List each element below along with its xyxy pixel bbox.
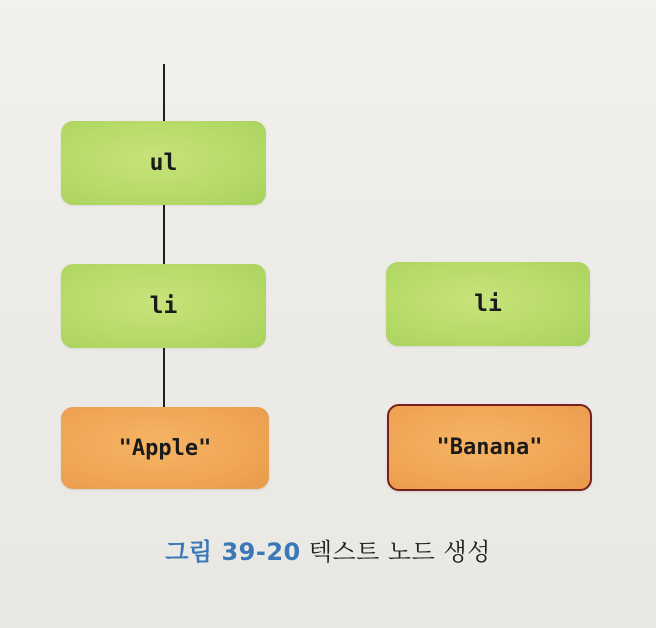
figure-caption: [0, 532, 656, 567]
node-li-apple: li: [61, 264, 266, 348]
connector-ul-to-li: [163, 204, 165, 264]
node-li-banana: li: [386, 262, 590, 346]
figure-number: 그림 39-20: [165, 538, 301, 566]
text-node-banana: "Banana": [387, 404, 592, 491]
connector-root-to-ul: [163, 64, 165, 121]
text-node-apple: "Apple": [61, 407, 269, 489]
node-ul: ul: [61, 121, 266, 205]
figure-title: 텍스트 노드 생성: [308, 538, 491, 566]
connector-li-to-apple: [163, 347, 165, 407]
